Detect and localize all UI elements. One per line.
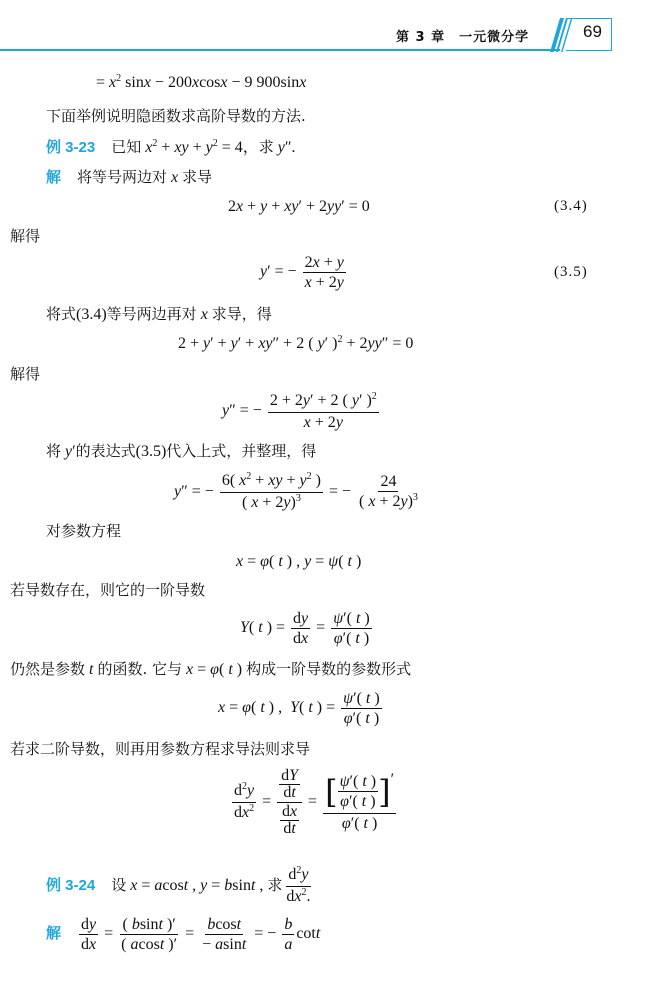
- chapter-header: 第 3 章 一元微分学: [396, 30, 530, 45]
- y-double-prime-equation: y″ = − $\frac{2 + 2y' + 2 ( y' )^2}{x + 2y}$: [222, 391, 377, 431]
- example-label: 例 3-24: [46, 877, 96, 895]
- jiede-label-2: 解得: [10, 365, 41, 383]
- fraction: $\frac{6( x^2 + xy + y^2 )}{( x + 2y)^3}$: [221, 471, 321, 511]
- param-intro-text: 对参数方程: [46, 522, 122, 540]
- header-rule: [0, 49, 560, 51]
- solution-label: 解: [46, 169, 62, 186]
- solution-3-24: 解 $\frac{dy}{dx}$ = $\frac{( bsint )'}{( acost )'}$ = $\frac{bcost}{- asint}$ = − $\frac{b}{a}$ cott: [46, 916, 321, 953]
- fraction: $\frac{dy}{dx}$: [81, 916, 97, 953]
- example-3-23: 例 3-23 已知 $x^2$ + xy + $y^2 = 4$，求 y″.: [46, 138, 296, 156]
- expression-line: = $x^2$ sinx − 200xcosx − 9 900sinx: [96, 73, 307, 91]
- equation-3-4: 2x + y + xy′ + 2yy′ = 0: [228, 198, 370, 215]
- fraction: $\frac{bcost}{- asint}$: [202, 916, 247, 953]
- step-2-text: 将式(3.4)等号两边再对 x 求导，得: [46, 305, 272, 323]
- jiede-label: 解得: [10, 227, 41, 245]
- still-function-text: 仍然是参数 t 的函数. 它与 x = φ( t ) 构成一阶导数的参数形式: [10, 660, 412, 678]
- fraction: $\frac{dy}{dx}$: [293, 610, 309, 647]
- example-label: 例 3-23: [46, 139, 96, 156]
- example-3-24: 例 3-24 设 x = acost , y = bsint , 求 $\frac{d^2y}{dx^2.}$: [46, 865, 311, 905]
- intro-text: 下面举例说明隐函数求高阶导数的方法.: [46, 107, 306, 125]
- parametric-equation: x = φ( t ) , y = ψ( t ): [236, 553, 362, 570]
- first-derivative-formula: Y( t ) = $\frac{dy}{dx}$ = $\frac{\psi'( t )}{\varphi'( t )}$: [240, 610, 370, 647]
- compound-fraction: dY dt dx dt: [277, 768, 302, 837]
- fraction: $\frac{2 + 2y' + 2 ( y' )^2}{x + 2y}$: [269, 391, 377, 431]
- solution-step-1: 解 将等号两边对 x 求导: [46, 168, 213, 186]
- fraction: $\frac{\psi'( t )}{\varphi'( t )}$: [343, 690, 380, 727]
- fraction: $\frac{b}{a}$: [284, 916, 293, 953]
- equation-3-5: y′ = − $\frac{2x + y}{x + 2y}$: [260, 254, 344, 291]
- fraction: [ $\frac{\psi'( t )}{\varphi'( t )}$ ] ′ φ′( t ): [325, 771, 395, 832]
- first-derivative-text: 若导数存在，则它的一阶导数: [10, 581, 206, 599]
- fraction: $\frac{2x + y}{x + 2y}$: [304, 254, 344, 291]
- fraction: $\frac{d^2y}{dx^2}$: [234, 781, 255, 821]
- second-derivative-formula: $\frac{d^2y}{dx^2}$ = dY dt dx dt = [ $\frac{\psi'( t )}{\varphi'( t )}$ ] ′ φ′( t ): [234, 767, 395, 837]
- substituted-equation: y″ = − $\frac{6( x^2 + xy + y^2 )}{( x + 2y)^3}$ = − $\frac{24}{( x + 2y)^3}$: [174, 471, 418, 511]
- parametric-first-derivative: x = φ( t ) , Y( t ) = $\frac{\psi'( t )}{\varphi'( t )}$: [218, 690, 380, 727]
- fraction: $\frac{\psi'( t )}{\varphi'( t )}$: [333, 610, 370, 647]
- fraction: $\frac{24}{( x + 2y)^3}$: [359, 473, 418, 510]
- solution-label: 解: [46, 925, 62, 943]
- fraction: $\frac{d^2y}{dx^2.}$: [286, 865, 311, 905]
- step-3-text: 将 y′的表达式(3.5)代入上式，并整理，得: [46, 442, 317, 460]
- page-number: 69: [583, 22, 602, 41]
- second-derivative-equation: 2 + y′ + y′ + xy″ + 2 ( y′ )$^2$ + 2yy″ = 0: [178, 334, 414, 352]
- equation-number-3-5: (3.5): [554, 264, 588, 280]
- fraction: $\frac{( bsint )'}{( acost )'}$: [121, 916, 178, 953]
- second-derivative-text: 若求二阶导数，则再用参数方程求导法则求导: [10, 740, 311, 758]
- equation-number-3-4: (3.4): [554, 198, 588, 214]
